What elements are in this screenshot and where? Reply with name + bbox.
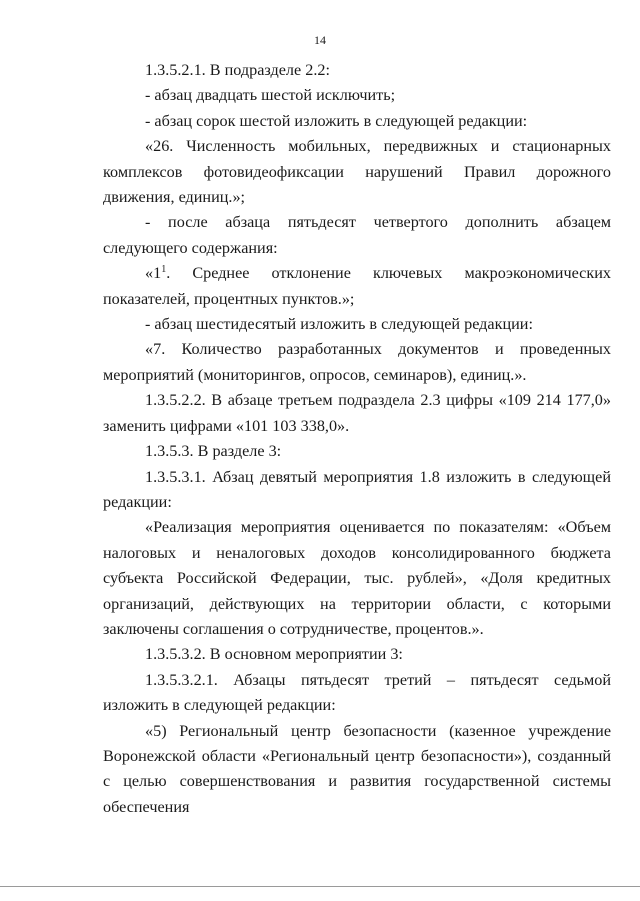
paragraph-4: «26. Численность мобильных, передвижных и стационарных комплексов фотовидеофиксации нарушений Правил дорожного движения, единиц.»; xyxy=(103,137,611,207)
document-body xyxy=(103,58,611,820)
page-number: 14 xyxy=(314,33,326,47)
paragraph-12: «Реализация мероприятия оценивается по показателям: «Объем налоговых и неналоговых доходов консолидированного бюджета субъекта Российской Федерации, тыс. рублей», «Доля кредитных организаций, действующих на территории области, с которыми заключены соглашения о сотрудничестве, процентов.». xyxy=(103,518,611,638)
paragraph-9: 1.3.5.2.2. В абзаце третьем подраздела 2.3 цифры «109 214 177,0» заменить цифрами «101 103 338,0». xyxy=(103,391,611,435)
paragraph-6-text: . Среднее отклонение ключевых макроэкономических показателей, процентных пунктов.»; xyxy=(103,264,611,308)
paragraph-1: 1.3.5.2.1. В подразделе 2.2: xyxy=(145,61,330,79)
paragraph-14: 1.3.5.3.2.1. Абзацы пятьдесят третий – пятьдесят седьмой изложить в следующей редакции: xyxy=(103,670,611,715)
paragraph-11: 1.3.5.3.1. Абзац девятый мероприятия 1.8 изложить в следующей редакции: xyxy=(103,467,611,511)
paragraph-7: - абзац шестидесятый изложить в следующей редакции: xyxy=(145,315,533,334)
superscript: 1 xyxy=(161,264,167,276)
paragraph-6-prefix: «1 xyxy=(145,264,162,283)
paragraph-6 xyxy=(103,261,611,312)
paragraph-13: 1.3.5.3.2. В основном мероприятии 3: xyxy=(145,645,403,664)
paragraph-10: 1.3.5.3. В разделе 3: xyxy=(145,442,282,461)
page-bottom-edge xyxy=(0,886,640,887)
paragraph-15: «5) Региональный центр безопасности (казенное учреждение Воронежской области «Региональный центр безопасности»), созданный с целью совершенствования и развития государственной системы обеспечения xyxy=(103,721,611,816)
paragraph-5: - после абзаца пятьдесят четвертого дополнить абзацем следующего содержания: xyxy=(103,213,611,257)
paragraph-8: «7. Количество разработанных документов и проведенных мероприятий (мониторингов, опросов, семинаров), единиц.». xyxy=(103,340,611,384)
paragraph-3: - абзац сорок шестой изложить в следующей редакции: xyxy=(145,111,528,130)
paragraph-2: - абзац двадцать шестой исключить; xyxy=(145,86,396,105)
